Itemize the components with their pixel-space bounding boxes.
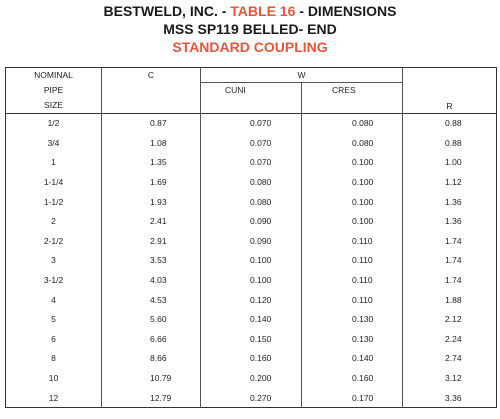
cell-cuni: 0.150	[201, 329, 302, 349]
cell-cres: 0.160	[302, 368, 403, 388]
table-row	[6, 270, 497, 290]
cell-size: 1	[6, 153, 102, 173]
table-row	[6, 133, 497, 153]
header-r: R	[446, 100, 453, 111]
cell-size: 3-1/2	[6, 270, 102, 290]
cell-cres: 0.110	[302, 290, 403, 310]
cell-cuni: 0.080	[201, 192, 302, 212]
cell-r: 1.12	[445, 177, 462, 188]
product-title: STANDARD COUPLING	[172, 39, 328, 55]
header-cuni: CUNI	[201, 83, 302, 114]
cell-r: 1.36	[445, 216, 462, 227]
cell-size: 8	[6, 349, 102, 369]
cell-c: 3.53	[102, 251, 201, 271]
cell-size: 10	[6, 368, 102, 388]
cell-cres: 0.080	[302, 133, 403, 153]
header-size-line3: SIZE	[6, 97, 102, 114]
cell-r: 1.36	[445, 196, 462, 207]
cell-cuni: 0.100	[201, 270, 302, 290]
cell-size: 6	[6, 329, 102, 349]
cell-c: 1.35	[102, 153, 201, 173]
table-header	[6, 68, 497, 114]
cell-c: 0.87	[102, 113, 201, 133]
cell-cuni: 0.080	[201, 172, 302, 192]
cell-size: 2-1/2	[6, 231, 102, 251]
cell-cuni: 0.270	[201, 388, 302, 408]
cell-size: 4	[6, 290, 102, 310]
table-row	[6, 290, 497, 310]
cell-size: 1/2	[6, 113, 102, 133]
cell-cres: 0.140	[302, 349, 403, 369]
header-size-line2: PIPE	[6, 83, 102, 97]
cell-cres: 0.110	[302, 251, 403, 271]
cell-size: 3	[6, 251, 102, 271]
cell-r: 1.74	[445, 235, 462, 246]
table-row	[6, 251, 497, 271]
company-name: BESTWELD, INC. -	[103, 3, 227, 19]
table-row	[6, 388, 497, 408]
cell-c: 4.53	[102, 290, 201, 310]
cell-r: 1.00	[445, 157, 462, 168]
cell-cuni: 0.200	[201, 368, 302, 388]
table-row	[6, 153, 497, 173]
table-row	[6, 172, 497, 192]
table-row	[6, 231, 497, 251]
cell-cuni: 0.070	[201, 133, 302, 153]
cell-size: 12	[6, 388, 102, 408]
cell-cres: 0.100	[302, 153, 403, 173]
cell-c: 10.79	[102, 368, 201, 388]
cell-c: 4.03	[102, 270, 201, 290]
cell-r: 2.24	[445, 333, 462, 344]
cell-r: 3.36	[445, 392, 462, 403]
cell-r: 1.74	[445, 255, 462, 266]
cell-c: 6.66	[102, 329, 201, 349]
cell-cuni: 0.070	[201, 153, 302, 173]
cell-c: 2.91	[102, 231, 201, 251]
title-suffix: - DIMENSIONS	[299, 3, 397, 19]
cell-cres: 0.130	[302, 329, 403, 349]
cell-cuni: 0.070	[201, 113, 302, 133]
table-row	[6, 349, 497, 369]
header-size-line1: NOMINAL	[6, 68, 102, 83]
cell-r: 2.74	[445, 353, 462, 364]
table-row	[6, 192, 497, 212]
cell-r: 2.12	[445, 314, 462, 325]
cell-cres: 0.130	[302, 309, 403, 329]
cell-cuni: 0.160	[201, 349, 302, 369]
header-c: C	[102, 68, 201, 114]
cell-c: 8.66	[102, 349, 201, 369]
cell-cres: 0.080	[302, 113, 403, 133]
cell-cres: 0.110	[302, 270, 403, 290]
cell-c: 1.93	[102, 192, 201, 212]
title-line	[0, 2, 500, 20]
cell-size: 3/4	[6, 133, 102, 153]
header-w: W	[201, 68, 403, 83]
table-row	[6, 309, 497, 329]
table-label: TABLE 16	[230, 3, 296, 19]
cell-cuni: 0.100	[201, 251, 302, 271]
cell-cuni: 0.120	[201, 290, 302, 310]
cell-r: 1.88	[445, 294, 462, 305]
cell-r: 0.88	[445, 137, 462, 148]
dimensions-table	[5, 67, 497, 408]
cell-cres: 0.110	[302, 231, 403, 251]
cell-c: 12.79	[102, 388, 201, 408]
cell-c: 2.41	[102, 211, 201, 231]
cell-cres: 0.100	[302, 211, 403, 231]
table-row	[6, 113, 497, 133]
cell-cres: 0.170	[302, 388, 403, 408]
cell-c: 5.60	[102, 309, 201, 329]
cell-cuni: 0.090	[201, 231, 302, 251]
document-header	[0, 0, 500, 56]
cell-cuni: 0.090	[201, 211, 302, 231]
cell-size: 1-1/2	[6, 192, 102, 212]
table-row	[6, 211, 497, 231]
cell-r: 1.74	[445, 275, 462, 286]
cell-r: 3.12	[445, 373, 462, 384]
cell-size: 5	[6, 309, 102, 329]
cell-cres: 0.100	[302, 192, 403, 212]
cell-cres: 0.100	[302, 172, 403, 192]
cell-cuni: 0.140	[201, 309, 302, 329]
cell-c: 1.69	[102, 172, 201, 192]
cell-size: 1-1/4	[6, 172, 102, 192]
cell-r: 0.88	[445, 118, 462, 129]
table-body	[6, 113, 497, 408]
table-row	[6, 329, 497, 349]
cell-c: 1.08	[102, 133, 201, 153]
table-row	[6, 368, 497, 388]
header-cres: CRES	[302, 83, 403, 114]
subtitle: MSS SP119 BELLED- END	[163, 21, 337, 37]
cell-size: 2	[6, 211, 102, 231]
